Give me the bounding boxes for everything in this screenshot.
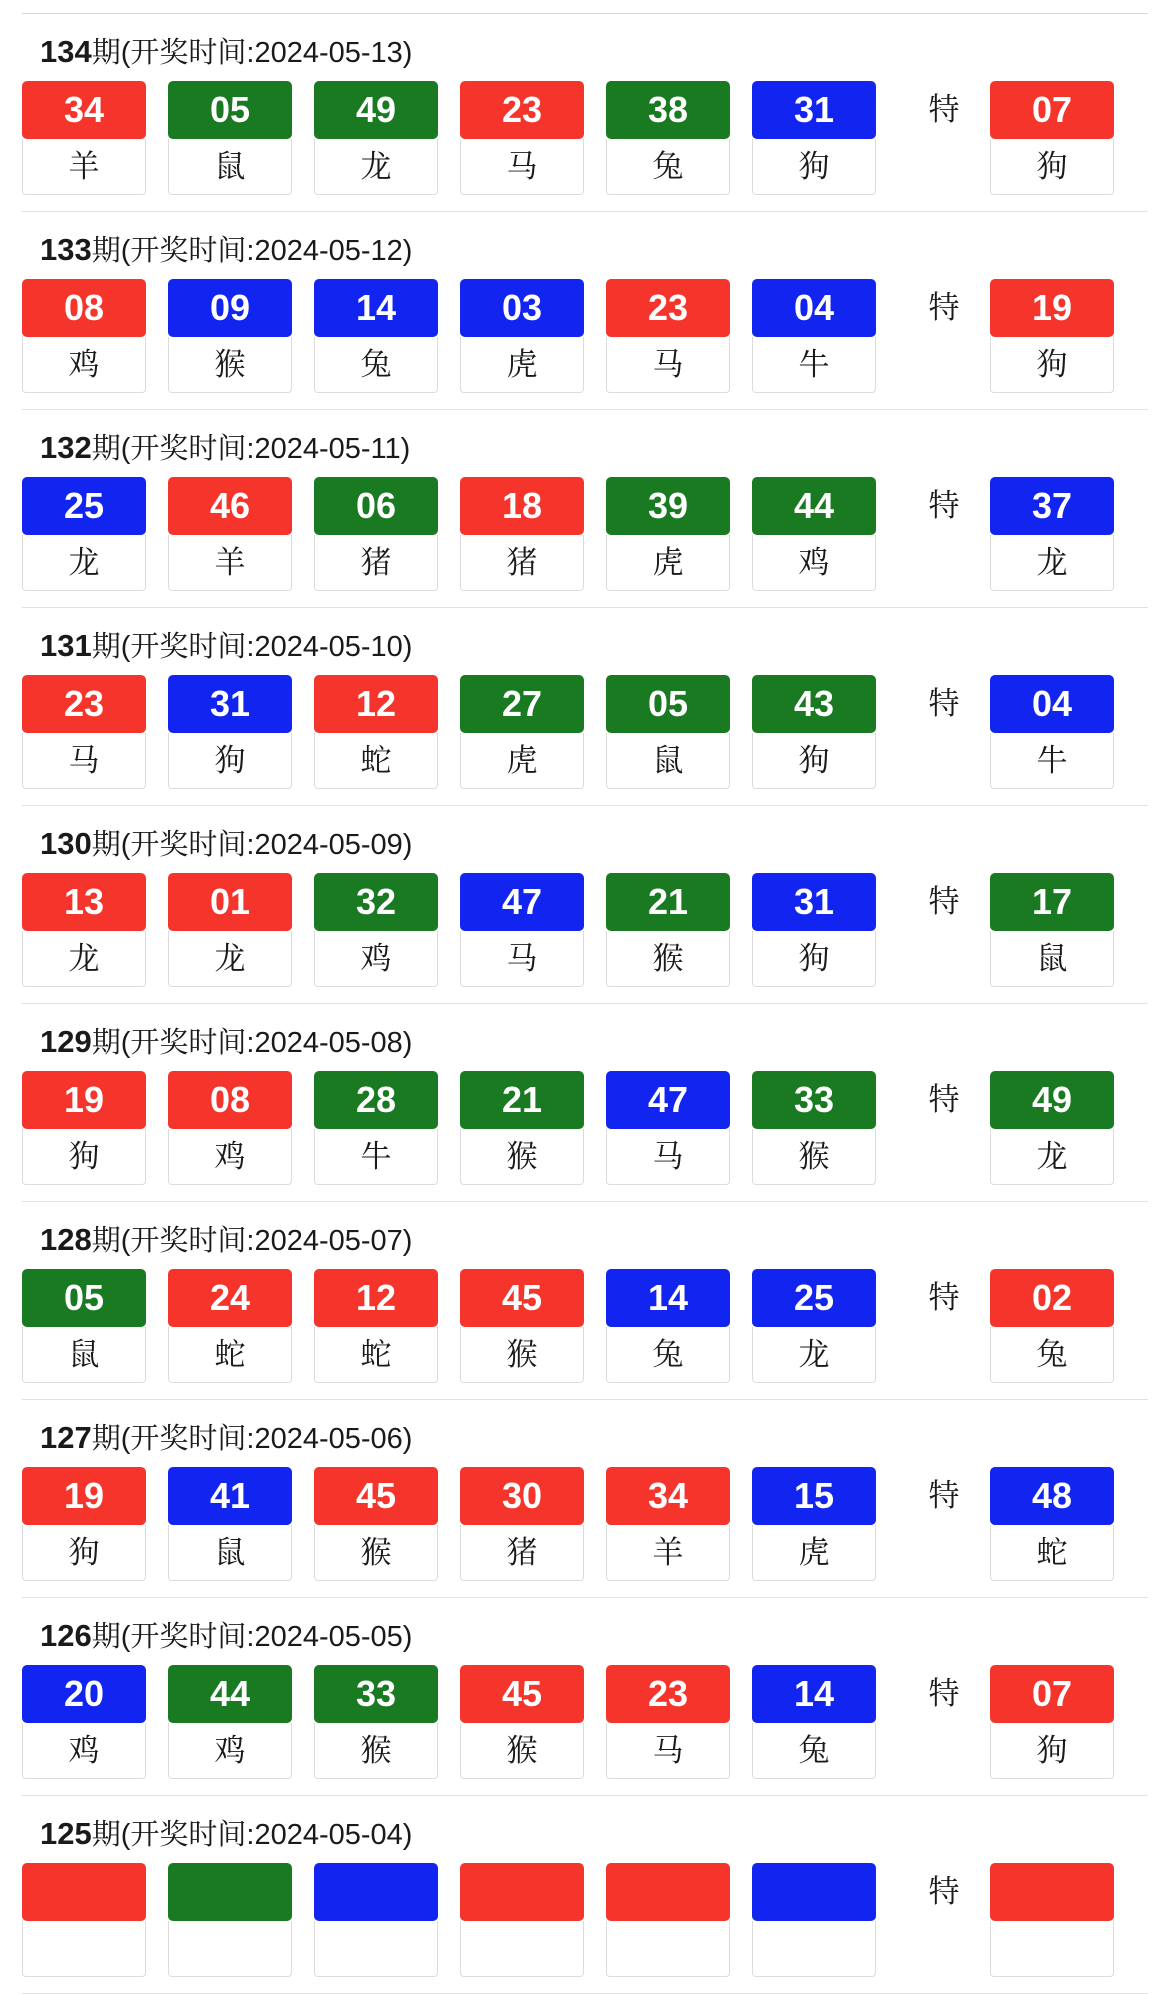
ball-zodiac: 猴 bbox=[314, 1525, 438, 1581]
ball-number: 13 bbox=[22, 873, 146, 931]
ball-number: 23 bbox=[22, 675, 146, 733]
ball-cell bbox=[606, 675, 730, 789]
ball-cell bbox=[606, 1863, 730, 1977]
ball-cell bbox=[752, 1665, 876, 1779]
ball-cell bbox=[168, 1665, 292, 1779]
ball-zodiac: 鼠 bbox=[606, 733, 730, 789]
ball-number: 05 bbox=[168, 81, 292, 139]
draw-header bbox=[22, 1004, 1148, 1071]
ball-zodiac: 鸡 bbox=[22, 1723, 146, 1779]
ball-zodiac: 猴 bbox=[314, 1723, 438, 1779]
ball-number: 31 bbox=[752, 81, 876, 139]
special-ball-label: 特 bbox=[928, 488, 960, 523]
ball-zodiac: 猪 bbox=[460, 535, 584, 591]
draw-list bbox=[22, 14, 1148, 1994]
ball-number: 44 bbox=[168, 1665, 292, 1723]
ball-number bbox=[314, 1863, 438, 1921]
ball-zodiac: 兔 bbox=[752, 1723, 876, 1779]
ball-number: 34 bbox=[606, 1467, 730, 1525]
ball-zodiac: 牛 bbox=[752, 337, 876, 393]
top-divider bbox=[22, 0, 1148, 14]
ball-zodiac: 狗 bbox=[752, 931, 876, 987]
ball-cell bbox=[314, 1467, 438, 1581]
ball-number: 33 bbox=[752, 1071, 876, 1129]
ball-number bbox=[460, 1863, 584, 1921]
draw-issue-number: 133 bbox=[40, 232, 92, 267]
ball-zodiac: 虎 bbox=[460, 733, 584, 789]
ball-number: 18 bbox=[460, 477, 584, 535]
special-ball-label: 特 bbox=[928, 1082, 960, 1117]
balls-row bbox=[22, 1467, 1148, 1597]
ball-zodiac: 鸡 bbox=[22, 337, 146, 393]
ball-cell bbox=[460, 279, 584, 393]
ball-zodiac: 狗 bbox=[752, 733, 876, 789]
ball-number: 21 bbox=[460, 1071, 584, 1129]
ball-number: 12 bbox=[314, 1269, 438, 1327]
special-ball-number: 02 bbox=[990, 1269, 1114, 1327]
ball-number bbox=[22, 1863, 146, 1921]
draw-issue-number: 127 bbox=[40, 1420, 92, 1455]
ball-cell bbox=[460, 1467, 584, 1581]
ball-number: 45 bbox=[314, 1467, 438, 1525]
ball-number: 14 bbox=[606, 1269, 730, 1327]
ball-number: 47 bbox=[606, 1071, 730, 1129]
ball-zodiac: 羊 bbox=[168, 535, 292, 591]
ball-cell bbox=[22, 1071, 146, 1185]
ball-number: 08 bbox=[168, 1071, 292, 1129]
draw-issue-number: 125 bbox=[40, 1816, 92, 1851]
ball-number: 27 bbox=[460, 675, 584, 733]
special-ball-cell bbox=[990, 477, 1114, 591]
draw-issue-number: 134 bbox=[40, 34, 92, 69]
ball-zodiac: 猴 bbox=[460, 1327, 584, 1383]
special-ball-number: 48 bbox=[990, 1467, 1114, 1525]
ball-zodiac: 鼠 bbox=[22, 1327, 146, 1383]
draw-block bbox=[22, 1202, 1148, 1400]
special-ball-cell bbox=[990, 1269, 1114, 1383]
ball-cell bbox=[606, 1467, 730, 1581]
ball-cell bbox=[314, 1071, 438, 1185]
ball-zodiac: 马 bbox=[22, 733, 146, 789]
ball-cell bbox=[22, 1665, 146, 1779]
ball-zodiac: 鼠 bbox=[168, 139, 292, 195]
ball-number: 19 bbox=[22, 1071, 146, 1129]
ball-zodiac: 猪 bbox=[460, 1525, 584, 1581]
ball-number: 46 bbox=[168, 477, 292, 535]
ball-zodiac: 龙 bbox=[22, 931, 146, 987]
special-ball-zodiac: 兔 bbox=[990, 1327, 1114, 1383]
special-ball-number: 37 bbox=[990, 477, 1114, 535]
draw-block bbox=[22, 1400, 1148, 1598]
ball-cell bbox=[606, 279, 730, 393]
ball-cell bbox=[314, 1665, 438, 1779]
ball-number bbox=[168, 1863, 292, 1921]
ball-cell bbox=[752, 873, 876, 987]
ball-number: 33 bbox=[314, 1665, 438, 1723]
special-ball-number: 07 bbox=[990, 1665, 1114, 1723]
ball-number: 14 bbox=[752, 1665, 876, 1723]
special-ball-number: 17 bbox=[990, 873, 1114, 931]
draw-header bbox=[22, 806, 1148, 873]
draw-date-text: 期(开奖时间:2024-05-11) bbox=[91, 433, 411, 465]
ball-zodiac: 龙 bbox=[168, 931, 292, 987]
special-ball-cell bbox=[990, 1071, 1114, 1185]
special-ball-label: 特 bbox=[928, 92, 960, 127]
ball-cell bbox=[168, 81, 292, 195]
ball-number bbox=[752, 1863, 876, 1921]
special-ball-number: 04 bbox=[990, 675, 1114, 733]
special-ball-zodiac: 蛇 bbox=[990, 1525, 1114, 1581]
ball-number: 08 bbox=[22, 279, 146, 337]
ball-number: 25 bbox=[752, 1269, 876, 1327]
ball-number: 09 bbox=[168, 279, 292, 337]
draw-issue-number: 126 bbox=[40, 1618, 92, 1653]
ball-number: 03 bbox=[460, 279, 584, 337]
ball-zodiac bbox=[752, 1921, 876, 1977]
draw-block bbox=[22, 608, 1148, 806]
draw-header bbox=[22, 1400, 1148, 1467]
ball-number: 14 bbox=[314, 279, 438, 337]
ball-number: 19 bbox=[22, 1467, 146, 1525]
ball-cell bbox=[168, 1071, 292, 1185]
ball-cell bbox=[22, 279, 146, 393]
special-ball-cell bbox=[990, 81, 1114, 195]
ball-cell bbox=[460, 675, 584, 789]
ball-cell bbox=[460, 81, 584, 195]
ball-cell bbox=[752, 477, 876, 591]
draw-date-text: 期(开奖时间:2024-05-04) bbox=[91, 1819, 413, 1851]
ball-zodiac: 狗 bbox=[22, 1525, 146, 1581]
ball-cell bbox=[606, 1269, 730, 1383]
draw-header bbox=[22, 608, 1148, 675]
ball-zodiac: 虎 bbox=[606, 535, 730, 591]
draw-header bbox=[22, 14, 1148, 81]
ball-cell bbox=[168, 1467, 292, 1581]
ball-zodiac: 狗 bbox=[22, 1129, 146, 1185]
special-ball-cell bbox=[990, 675, 1114, 789]
ball-cell bbox=[752, 1071, 876, 1185]
balls-row bbox=[22, 1665, 1148, 1795]
ball-cell bbox=[22, 675, 146, 789]
ball-number: 24 bbox=[168, 1269, 292, 1327]
ball-cell bbox=[752, 1269, 876, 1383]
ball-zodiac: 猴 bbox=[460, 1129, 584, 1185]
special-ball-number: 07 bbox=[990, 81, 1114, 139]
ball-zodiac bbox=[22, 1921, 146, 1977]
ball-cell bbox=[168, 279, 292, 393]
ball-cell bbox=[314, 1269, 438, 1383]
ball-zodiac: 鸡 bbox=[168, 1129, 292, 1185]
ball-zodiac: 虎 bbox=[752, 1525, 876, 1581]
draw-issue-number: 128 bbox=[40, 1222, 92, 1257]
draw-block bbox=[22, 1004, 1148, 1202]
ball-zodiac: 马 bbox=[606, 337, 730, 393]
draw-issue-number: 129 bbox=[40, 1024, 92, 1059]
ball-cell bbox=[314, 81, 438, 195]
special-ball-zodiac: 狗 bbox=[990, 139, 1114, 195]
ball-number: 49 bbox=[314, 81, 438, 139]
balls-row bbox=[22, 279, 1148, 409]
ball-cell bbox=[168, 675, 292, 789]
draw-date-text: 期(开奖时间:2024-05-06) bbox=[91, 1423, 413, 1455]
special-ball-cell bbox=[990, 1863, 1114, 1977]
ball-cell bbox=[752, 1863, 876, 1977]
draw-header bbox=[22, 1202, 1148, 1269]
ball-number: 28 bbox=[314, 1071, 438, 1129]
ball-zodiac: 龙 bbox=[22, 535, 146, 591]
ball-zodiac: 鼠 bbox=[168, 1525, 292, 1581]
ball-cell bbox=[22, 477, 146, 591]
ball-number: 38 bbox=[606, 81, 730, 139]
ball-cell bbox=[22, 1863, 146, 1977]
balls-row bbox=[22, 1269, 1148, 1399]
ball-zodiac: 狗 bbox=[752, 139, 876, 195]
ball-number: 41 bbox=[168, 1467, 292, 1525]
special-ball-cell bbox=[990, 1467, 1114, 1581]
balls-row bbox=[22, 873, 1148, 1003]
special-ball-zodiac: 狗 bbox=[990, 1723, 1114, 1779]
ball-cell bbox=[606, 1071, 730, 1185]
draw-block bbox=[22, 410, 1148, 608]
ball-zodiac: 马 bbox=[606, 1723, 730, 1779]
ball-cell bbox=[752, 675, 876, 789]
ball-cell bbox=[168, 1863, 292, 1977]
draw-block bbox=[22, 14, 1148, 212]
draw-date-text: 期(开奖时间:2024-05-10) bbox=[91, 631, 413, 663]
ball-cell bbox=[314, 1863, 438, 1977]
ball-cell bbox=[752, 81, 876, 195]
special-ball-label: 特 bbox=[928, 290, 960, 325]
special-ball-number: 19 bbox=[990, 279, 1114, 337]
ball-zodiac: 鸡 bbox=[314, 931, 438, 987]
ball-number: 30 bbox=[460, 1467, 584, 1525]
ball-number: 20 bbox=[22, 1665, 146, 1723]
draw-block bbox=[22, 806, 1148, 1004]
ball-zodiac: 牛 bbox=[314, 1129, 438, 1185]
special-ball-cell bbox=[990, 873, 1114, 987]
balls-row bbox=[22, 81, 1148, 211]
ball-cell bbox=[460, 873, 584, 987]
ball-number: 06 bbox=[314, 477, 438, 535]
ball-zodiac: 猴 bbox=[752, 1129, 876, 1185]
ball-number: 43 bbox=[752, 675, 876, 733]
special-ball-label: 特 bbox=[928, 686, 960, 721]
ball-number: 45 bbox=[460, 1269, 584, 1327]
ball-cell bbox=[460, 1665, 584, 1779]
ball-zodiac bbox=[460, 1921, 584, 1977]
ball-zodiac bbox=[168, 1921, 292, 1977]
special-ball-label: 特 bbox=[928, 1874, 960, 1909]
ball-zodiac: 蛇 bbox=[168, 1327, 292, 1383]
ball-cell bbox=[168, 873, 292, 987]
ball-number bbox=[606, 1863, 730, 1921]
ball-zodiac: 羊 bbox=[22, 139, 146, 195]
ball-zodiac: 马 bbox=[606, 1129, 730, 1185]
ball-number: 32 bbox=[314, 873, 438, 931]
ball-cell bbox=[22, 873, 146, 987]
ball-cell bbox=[22, 1467, 146, 1581]
special-ball-label: 特 bbox=[928, 1676, 960, 1711]
ball-zodiac: 鸡 bbox=[752, 535, 876, 591]
special-ball-label: 特 bbox=[928, 884, 960, 919]
ball-number: 44 bbox=[752, 477, 876, 535]
draw-issue-number: 131 bbox=[40, 628, 92, 663]
special-ball-cell bbox=[990, 1665, 1114, 1779]
ball-number: 39 bbox=[606, 477, 730, 535]
draw-issue-number: 132 bbox=[40, 430, 92, 465]
draw-header bbox=[22, 212, 1148, 279]
ball-number: 34 bbox=[22, 81, 146, 139]
ball-number: 23 bbox=[460, 81, 584, 139]
ball-cell bbox=[314, 873, 438, 987]
ball-cell bbox=[606, 873, 730, 987]
ball-zodiac: 蛇 bbox=[314, 1327, 438, 1383]
ball-number: 05 bbox=[606, 675, 730, 733]
ball-cell bbox=[606, 1665, 730, 1779]
draw-header bbox=[22, 410, 1148, 477]
draw-issue-number: 130 bbox=[40, 826, 92, 861]
ball-zodiac: 猴 bbox=[168, 337, 292, 393]
ball-cell bbox=[168, 477, 292, 591]
draw-date-text: 期(开奖时间:2024-05-07) bbox=[91, 1225, 413, 1257]
special-ball-label: 特 bbox=[928, 1280, 960, 1315]
ball-zodiac: 马 bbox=[460, 931, 584, 987]
balls-row bbox=[22, 675, 1148, 805]
special-ball-zodiac: 牛 bbox=[990, 733, 1114, 789]
ball-cell bbox=[606, 477, 730, 591]
special-ball-zodiac: 龙 bbox=[990, 535, 1114, 591]
ball-cell bbox=[314, 477, 438, 591]
special-ball-zodiac bbox=[990, 1921, 1114, 1977]
ball-number: 04 bbox=[752, 279, 876, 337]
ball-number: 31 bbox=[752, 873, 876, 931]
ball-number: 01 bbox=[168, 873, 292, 931]
ball-number: 21 bbox=[606, 873, 730, 931]
draw-date-text: 期(开奖时间:2024-05-05) bbox=[91, 1621, 413, 1653]
ball-zodiac: 猴 bbox=[606, 931, 730, 987]
ball-number: 05 bbox=[22, 1269, 146, 1327]
balls-row bbox=[22, 1863, 1148, 1993]
ball-number: 23 bbox=[606, 279, 730, 337]
special-ball-label: 特 bbox=[928, 1478, 960, 1513]
balls-row bbox=[22, 477, 1148, 607]
ball-cell bbox=[22, 1269, 146, 1383]
special-ball-zodiac: 龙 bbox=[990, 1129, 1114, 1185]
ball-zodiac: 兔 bbox=[606, 139, 730, 195]
ball-cell bbox=[460, 1071, 584, 1185]
ball-zodiac: 龙 bbox=[314, 139, 438, 195]
ball-zodiac: 猴 bbox=[460, 1723, 584, 1779]
ball-cell bbox=[460, 1863, 584, 1977]
ball-zodiac bbox=[314, 1921, 438, 1977]
ball-zodiac: 兔 bbox=[314, 337, 438, 393]
ball-zodiac: 猪 bbox=[314, 535, 438, 591]
ball-number: 12 bbox=[314, 675, 438, 733]
ball-cell bbox=[752, 1467, 876, 1581]
draw-date-text: 期(开奖时间:2024-05-13) bbox=[91, 37, 413, 69]
draw-block bbox=[22, 212, 1148, 410]
draw-block bbox=[22, 1796, 1148, 1994]
ball-cell bbox=[168, 1269, 292, 1383]
ball-cell bbox=[314, 675, 438, 789]
special-ball-number: 49 bbox=[990, 1071, 1114, 1129]
ball-number: 25 bbox=[22, 477, 146, 535]
special-ball-zodiac: 鼠 bbox=[990, 931, 1114, 987]
draw-header bbox=[22, 1598, 1148, 1665]
draw-header bbox=[22, 1796, 1148, 1863]
ball-zodiac: 虎 bbox=[460, 337, 584, 393]
balls-row bbox=[22, 1071, 1148, 1201]
ball-cell bbox=[752, 279, 876, 393]
draw-date-text: 期(开奖时间:2024-05-12) bbox=[91, 235, 413, 267]
ball-zodiac: 兔 bbox=[606, 1327, 730, 1383]
ball-number: 15 bbox=[752, 1467, 876, 1525]
ball-zodiac: 马 bbox=[460, 139, 584, 195]
ball-number: 47 bbox=[460, 873, 584, 931]
ball-zodiac: 鸡 bbox=[168, 1723, 292, 1779]
ball-zodiac: 羊 bbox=[606, 1525, 730, 1581]
special-ball-zodiac: 狗 bbox=[990, 337, 1114, 393]
ball-cell bbox=[460, 477, 584, 591]
special-ball-number bbox=[990, 1863, 1114, 1921]
ball-number: 23 bbox=[606, 1665, 730, 1723]
ball-zodiac: 狗 bbox=[168, 733, 292, 789]
ball-cell bbox=[460, 1269, 584, 1383]
ball-zodiac: 蛇 bbox=[314, 733, 438, 789]
ball-cell bbox=[22, 81, 146, 195]
ball-cell bbox=[606, 81, 730, 195]
draw-date-text: 期(开奖时间:2024-05-09) bbox=[91, 829, 413, 861]
ball-zodiac bbox=[606, 1921, 730, 1977]
ball-cell bbox=[314, 279, 438, 393]
draw-block bbox=[22, 1598, 1148, 1796]
special-ball-cell bbox=[990, 279, 1114, 393]
ball-number: 31 bbox=[168, 675, 292, 733]
draw-date-text: 期(开奖时间:2024-05-08) bbox=[91, 1027, 413, 1059]
ball-zodiac: 龙 bbox=[752, 1327, 876, 1383]
ball-number: 45 bbox=[460, 1665, 584, 1723]
